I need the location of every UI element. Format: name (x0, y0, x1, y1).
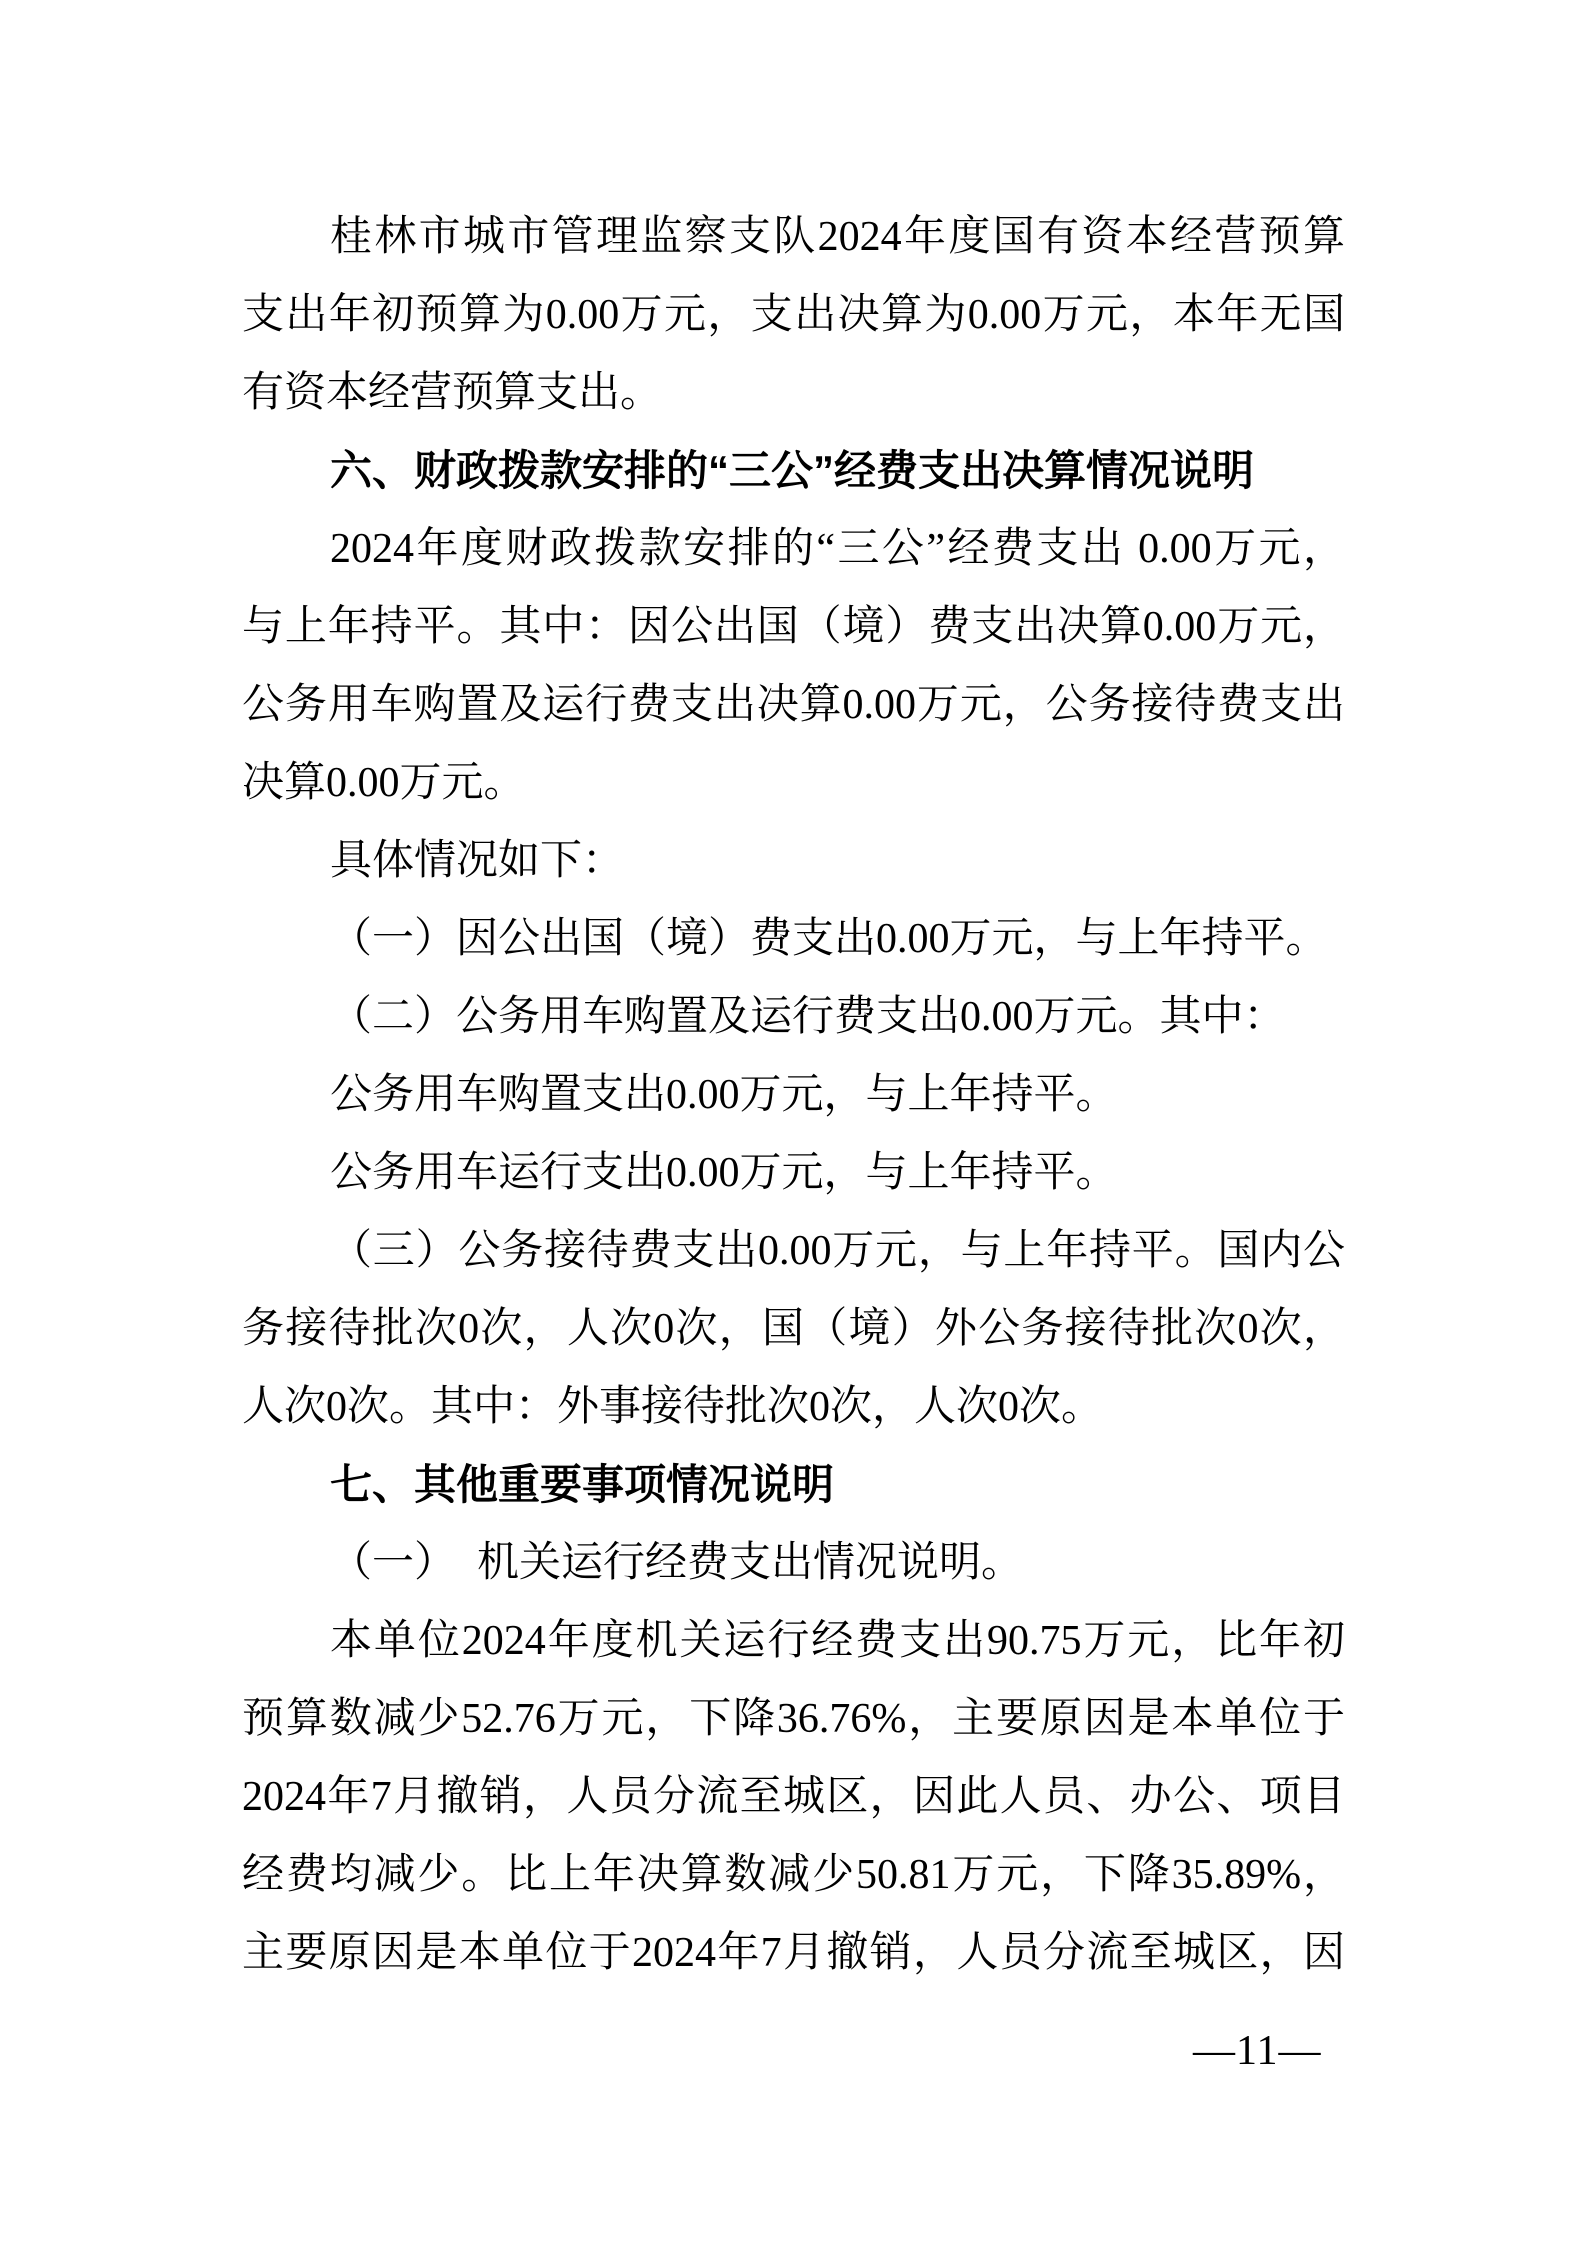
section-six-heading: 六、财政拨款安排的“三公”经费支出决算情况说明 (330, 447, 1255, 494)
body-line: 经费均减少。比上年决算数减少50.81万元，下降35.89%， (242, 1852, 1345, 1898)
body-line: （二）公务用车购置及运行费支出0.00万元。其中： (330, 994, 1286, 1040)
page-number: —11— (1193, 2028, 1322, 2074)
body-line: 与上年持平。其中：因公出国（境）费支出决算0.00万元， (242, 604, 1345, 650)
body-line: 2024年7月撤销，人员分流至城区，因此人员、办公、项目 (242, 1774, 1345, 1820)
body-line: 本单位2024年度机关运行经费支出90.75万元，比年初 (330, 1618, 1345, 1664)
section-seven-heading: 七、其他重要事项情况说明 (330, 1461, 835, 1508)
body-line: 公务用车运行支出0.00万元，与上年持平。 (330, 1150, 1118, 1196)
body-line: 具体情况如下： (330, 838, 625, 884)
body-line: 有资本经营预算支出。 (242, 370, 663, 416)
body-line: 2024年度财政拨款安排的“三公”经费支出 0.00万元， (330, 526, 1345, 572)
body-line: 人次0次。其中：外事接待批次0次，人次0次。 (242, 1384, 1104, 1430)
body-line: 支出年初预算为0.00万元，支出决算为0.00万元，本年无国 (242, 292, 1345, 338)
body-line: 桂林市城市管理监察支队2024年度国有资本经营预算 (330, 214, 1345, 260)
body-line: 主要原因是本单位于2024年7月撤销，人员分流至城区，因 (242, 1930, 1345, 1976)
body-line: （三）公务接待费支出0.00万元，与上年持平。国内公 (330, 1228, 1345, 1274)
body-line: 决算0.00万元。 (242, 760, 526, 806)
document-body (242, 198, 1345, 1992)
body-line: 公务用车购置支出0.00万元，与上年持平。 (330, 1072, 1118, 1118)
body-line: （一） 机关运行经费支出情况说明。 (330, 1540, 1024, 1586)
body-line: （一）因公出国（境）费支出0.00万元，与上年持平。 (330, 916, 1328, 962)
body-line: 务接待批次0次，人次0次，国（境）外公务接待批次0次， (242, 1306, 1345, 1352)
body-line: 预算数减少52.76万元，下降36.76%，主要原因是本单位于 (242, 1696, 1345, 1742)
body-line: 公务用车购置及运行费支出决算0.00万元，公务接待费支出 (242, 682, 1345, 728)
